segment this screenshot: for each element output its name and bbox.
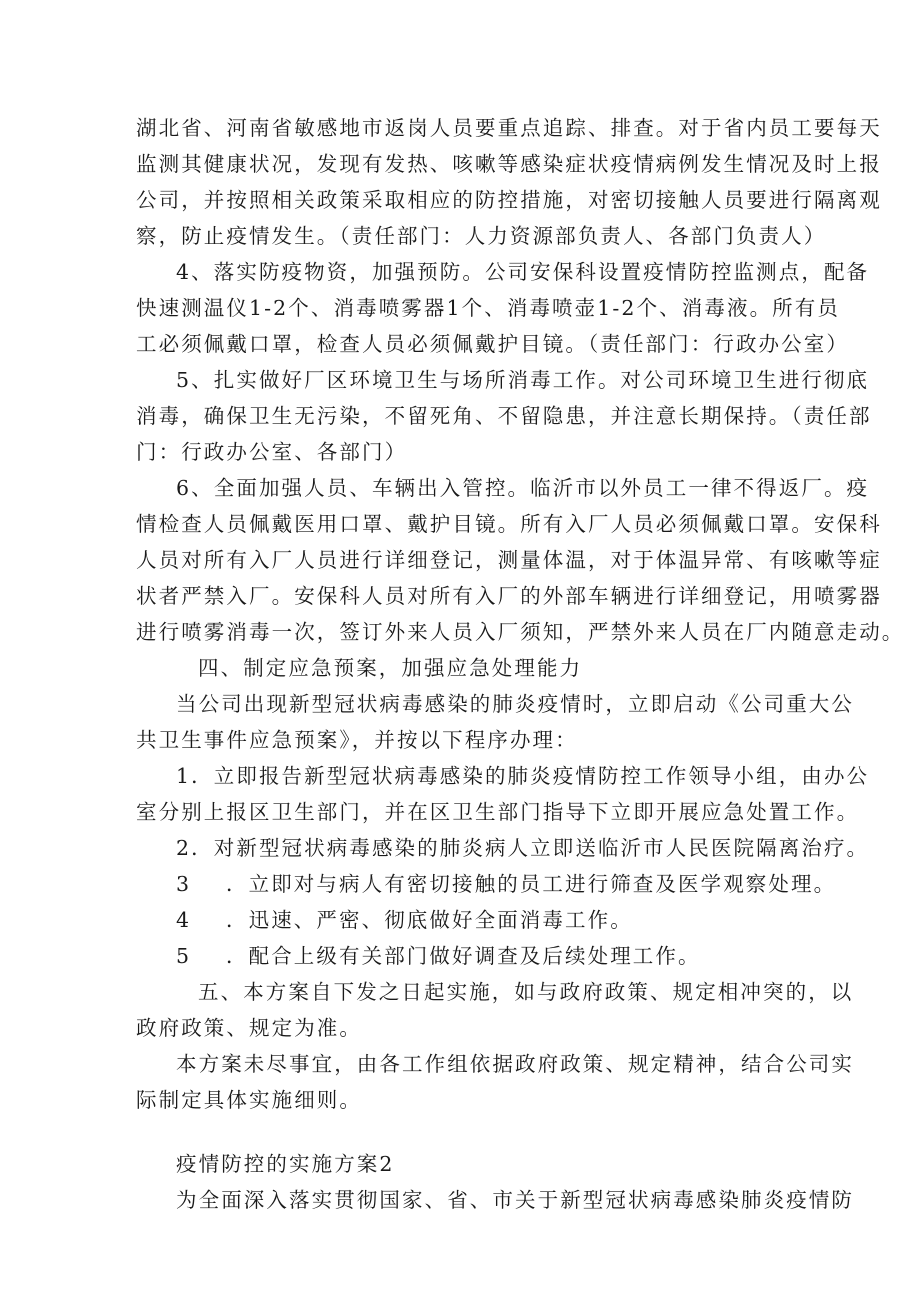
- list-item-number: 3: [176, 872, 192, 896]
- list-item-text: ．迅速、严密、彻底做好全面消毒工作。: [226, 908, 633, 932]
- list-item-number: 4: [176, 908, 192, 932]
- list-item-number: 5: [176, 944, 192, 968]
- paragraph-line: 察，防止疫情发生。（责任部门：人力资源部负责人、各部门负责人）: [136, 224, 827, 248]
- paragraph-line: 5、扎实做好厂区环境卫生与场所消毒工作。对公司环境卫生进行彻底: [176, 368, 870, 392]
- paragraph-line: 当公司出现新型冠状病毒感染的肺炎疫情时，立即启动《公司重大公: [176, 692, 854, 716]
- paragraph-line: 状者严禁入厂。安保科人员对所有入厂的外部车辆进行详细登记，用喷雾器: [136, 584, 882, 608]
- list-item: 2．对新型冠状病毒感染的肺炎病人立即送临沂市人民医院隔离治疗。: [176, 836, 870, 860]
- paragraph-line: 本方案未尽事宜，由各工作组依据政府政策、规定精神，结合公司实: [176, 1052, 854, 1076]
- section-heading: 四、制定应急预案，加强应急处理能力: [198, 656, 583, 680]
- paragraph-line: 室分别上报区卫生部门，并在区卫生部门指导下立即开展应急处置工作。: [136, 800, 860, 824]
- paragraph-line: 际制定具体实施细则。: [136, 1088, 362, 1112]
- paragraph-line: 为全面深入落实贯彻国家、省、市关于新型冠状病毒感染肺炎疫情防: [176, 1188, 854, 1212]
- paragraph-line: 工必须佩戴口罩，检查人员必须佩戴护目镜。（责任部门：行政办公室）: [136, 332, 849, 356]
- paragraph-line: 门：行政办公室、各部门）: [136, 440, 408, 464]
- document-title: 疫情防控的实施方案2: [176, 1152, 395, 1176]
- paragraph-line: 情检查人员佩戴医用口罩、戴护目镜。所有入厂人员必须佩戴口罩。安保科: [136, 512, 882, 536]
- list-item-text: ．配合上级有关部门做好调查及后续处理工作。: [226, 944, 701, 968]
- paragraph-line: 人员对所有入厂人员进行详细登记，测量体温，对于体温异常、有咳嗽等症: [136, 548, 882, 572]
- paragraph-line: 湖北省、河南省敏感地市返岗人员要重点追踪、排查。对于省内员工要每天: [136, 116, 882, 140]
- paragraph-line: 公司，并按照相关政策采取相应的防控措施，对密切接触人员要进行隔离观: [136, 188, 882, 212]
- paragraph-line: 消毒，确保卫生无污染，不留死角、不留隐患，并注意长期保持。（责任部: [136, 404, 872, 428]
- paragraph-line: 进行喷雾消毒一次，签订外来人员入厂须知，严禁外来人员在厂内随意走动。: [136, 620, 905, 644]
- paragraph-line: 共卫生事件应急预案》，并按以下程序办理：: [136, 728, 578, 752]
- paragraph-line: 政府政策、规定为准。: [136, 1016, 362, 1040]
- list-item: 1．立即报告新型冠状病毒感染的肺炎疫情防控工作领导小组，由办公: [176, 764, 870, 788]
- list-item-text: ．立即对与病人有密切接触的员工进行筛查及医学观察处理。: [226, 872, 837, 896]
- paragraph-line: 监测其健康状况，发现有发热、咳嗽等感染症状疫情病例发生情况及时上报: [136, 152, 882, 176]
- paragraph-line: 6、全面加强人员、车辆出入管控。临沂市以外员工一律不得返厂。疫: [176, 476, 870, 500]
- section-heading: 五、本方案自下发之日起实施，如与政府政策、规定相冲突的，以: [198, 980, 854, 1004]
- paragraph-line: 4、落实防疫物资，加强预防。公司安保科设置疫情防控监测点，配备: [176, 260, 870, 284]
- paragraph-line: 快速测温仪1-2个、消毒喷雾器1个、消毒喷壶1-2个、消毒液。所有员: [136, 296, 840, 320]
